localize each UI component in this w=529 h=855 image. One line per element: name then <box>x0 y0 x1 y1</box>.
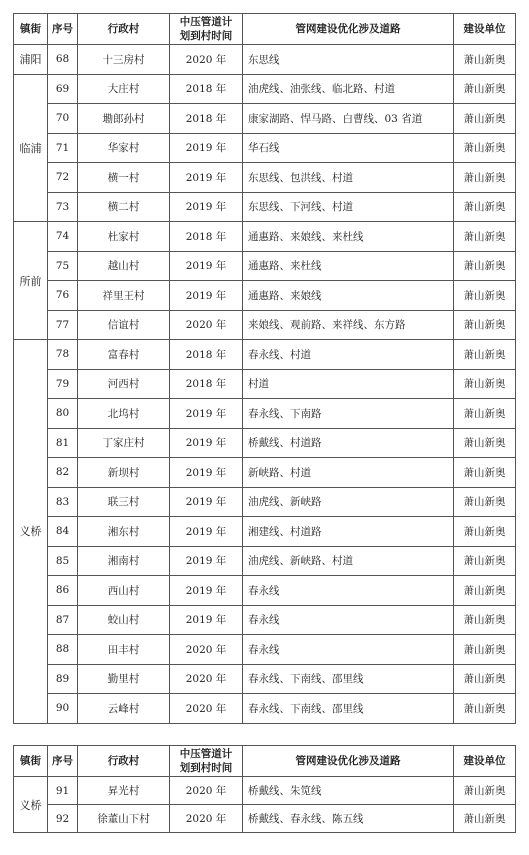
table-row <box>14 399 516 429</box>
table-header-row <box>14 14 516 45</box>
plan-year: 2020 年 <box>170 664 243 694</box>
construction-unit: 萧山新奥 <box>454 74 516 104</box>
header-no: 序号 <box>48 746 78 777</box>
village-name: 富春村 <box>78 340 170 370</box>
village-name: 北坞村 <box>78 399 170 429</box>
village-name: 联三村 <box>78 487 170 517</box>
road-list: 康家湖路、悍马路、白曹线、03 省道 <box>243 104 454 134</box>
table-row <box>14 369 516 399</box>
plan-year: 2020 年 <box>170 694 243 724</box>
road-list: 春永线、下南线、邵里线 <box>243 664 454 694</box>
table-row <box>14 310 516 340</box>
plan-year: 2020 年 <box>170 45 243 75</box>
road-list: 桥戴线、春永线、陈五线 <box>243 805 454 833</box>
construction-unit: 萧山新奥 <box>454 428 516 458</box>
road-list: 春永线、下南路 <box>243 399 454 429</box>
row-number: 85 <box>48 546 78 576</box>
header-no: 序号 <box>48 14 78 45</box>
village-name: 西山村 <box>78 576 170 606</box>
village-name: 祥里王村 <box>78 281 170 311</box>
village-name: 杜家村 <box>78 222 170 252</box>
header-roads: 管网建设优化涉及道路 <box>243 14 454 45</box>
road-list: 东思线 <box>243 45 454 75</box>
table-row <box>14 74 516 104</box>
village-name: 信谊村 <box>78 310 170 340</box>
road-list: 通惠路、来娘线、来杜线 <box>243 222 454 252</box>
table-row <box>14 45 516 75</box>
construction-unit: 萧山新奥 <box>454 45 516 75</box>
table-row <box>14 664 516 694</box>
village-name: 湘东村 <box>78 517 170 547</box>
row-number: 78 <box>48 340 78 370</box>
construction-unit: 萧山新奥 <box>454 281 516 311</box>
plan-year: 2019 年 <box>170 133 243 163</box>
header-roads: 管网建设优化涉及道路 <box>243 746 454 777</box>
town-cell: 所前 <box>14 222 48 340</box>
road-list: 春永线、村道 <box>243 340 454 370</box>
row-number: 77 <box>48 310 78 340</box>
header-unit: 建设单位 <box>454 14 516 45</box>
row-number: 88 <box>48 635 78 665</box>
table-row <box>14 340 516 370</box>
row-number: 70 <box>48 104 78 134</box>
table-row <box>14 576 516 606</box>
village-name: 田丰村 <box>78 635 170 665</box>
row-number: 87 <box>48 605 78 635</box>
road-list: 春永线 <box>243 605 454 635</box>
road-list: 春永线、下南线、邵里线 <box>243 694 454 724</box>
construction-unit: 萧山新奥 <box>454 546 516 576</box>
village-name: 十三房村 <box>78 45 170 75</box>
table-row <box>14 694 516 724</box>
table-row <box>14 517 516 547</box>
row-number: 80 <box>48 399 78 429</box>
construction-unit: 萧山新奥 <box>454 133 516 163</box>
plan-year: 2019 年 <box>170 428 243 458</box>
village-name: 横二村 <box>78 192 170 222</box>
plan-year: 2019 年 <box>170 458 243 488</box>
table-row <box>14 163 516 193</box>
gas-pipeline-table-continued <box>13 745 516 833</box>
construction-unit: 萧山新奥 <box>454 340 516 370</box>
plan-year: 2020 年 <box>170 805 243 833</box>
row-number: 82 <box>48 458 78 488</box>
table-row <box>14 546 516 576</box>
plan-year: 2019 年 <box>170 192 243 222</box>
table-row <box>14 281 516 311</box>
village-name: 华家村 <box>78 133 170 163</box>
road-list: 油虎线、新峡路 <box>243 487 454 517</box>
road-list: 通惠路、来杜线 <box>243 251 454 281</box>
table-row <box>14 805 516 833</box>
town-cell: 义桥 <box>14 340 48 724</box>
village-name: 河西村 <box>78 369 170 399</box>
plan-year: 2018 年 <box>170 222 243 252</box>
village-name: 湘南村 <box>78 546 170 576</box>
header-town: 镇街 <box>14 746 48 777</box>
road-list: 春永线 <box>243 635 454 665</box>
gas-pipeline-table <box>13 13 516 724</box>
road-list: 油虎线、油张线、临北路、村道 <box>243 74 454 104</box>
plan-year: 2020 年 <box>170 777 243 805</box>
construction-unit: 萧山新奥 <box>454 369 516 399</box>
construction-unit: 萧山新奥 <box>454 104 516 134</box>
road-list: 湘建线、村道路 <box>243 517 454 547</box>
construction-unit: 萧山新奥 <box>454 805 516 833</box>
row-number: 73 <box>48 192 78 222</box>
village-name: 越山村 <box>78 251 170 281</box>
table-row <box>14 251 516 281</box>
village-name: 徐董山下村 <box>78 805 170 833</box>
header-unit: 建设单位 <box>454 746 516 777</box>
construction-unit: 萧山新奥 <box>454 605 516 635</box>
row-number: 71 <box>48 133 78 163</box>
plan-year: 2018 年 <box>170 369 243 399</box>
road-list: 通惠路、来娘线 <box>243 281 454 311</box>
row-number: 76 <box>48 281 78 311</box>
table-row <box>14 487 516 517</box>
road-list: 桥戴线、朱笕线 <box>243 777 454 805</box>
village-name: 新坝村 <box>78 458 170 488</box>
construction-unit: 萧山新奥 <box>454 310 516 340</box>
row-number: 92 <box>48 805 78 833</box>
village-name: 丁家庄村 <box>78 428 170 458</box>
row-number: 72 <box>48 163 78 193</box>
row-number: 86 <box>48 576 78 606</box>
construction-unit: 萧山新奥 <box>454 192 516 222</box>
construction-unit: 萧山新奥 <box>454 517 516 547</box>
construction-unit: 萧山新奥 <box>454 399 516 429</box>
header-plan-line2: 划到村时间 <box>179 762 233 774</box>
header-plan-line2: 划到村时间 <box>179 30 233 42</box>
header-plan-line1: 中压管道计 <box>179 16 233 28</box>
plan-year: 2019 年 <box>170 605 243 635</box>
row-number: 89 <box>48 664 78 694</box>
construction-unit: 萧山新奥 <box>454 777 516 805</box>
road-list: 春永线 <box>243 576 454 606</box>
village-name: 大庄村 <box>78 74 170 104</box>
header-plan-time <box>170 746 243 777</box>
plan-year: 2019 年 <box>170 517 243 547</box>
header-town: 镇街 <box>14 14 48 45</box>
road-list: 来娘线、观前路、来祥线、东方路 <box>243 310 454 340</box>
row-number: 74 <box>48 222 78 252</box>
table-row <box>14 428 516 458</box>
village-name: 墈郎孙村 <box>78 104 170 134</box>
village-name: 昇光村 <box>78 777 170 805</box>
town-cell: 浦阳 <box>14 45 48 75</box>
row-number: 79 <box>48 369 78 399</box>
construction-unit: 萧山新奥 <box>454 458 516 488</box>
plan-year: 2019 年 <box>170 251 243 281</box>
plan-year: 2019 年 <box>170 487 243 517</box>
construction-unit: 萧山新奥 <box>454 487 516 517</box>
row-number: 91 <box>48 777 78 805</box>
construction-unit: 萧山新奥 <box>454 163 516 193</box>
table-row <box>14 104 516 134</box>
road-list: 桥戴线、村道路 <box>243 428 454 458</box>
table-row <box>14 222 516 252</box>
row-number: 81 <box>48 428 78 458</box>
plan-year: 2018 年 <box>170 74 243 104</box>
plan-year: 2018 年 <box>170 104 243 134</box>
row-number: 69 <box>48 74 78 104</box>
plan-year: 2018 年 <box>170 340 243 370</box>
table-row <box>14 458 516 488</box>
village-name: 横一村 <box>78 163 170 193</box>
table-row <box>14 133 516 163</box>
plan-year: 2019 年 <box>170 399 243 429</box>
village-name: 勤里村 <box>78 664 170 694</box>
plan-year: 2019 年 <box>170 546 243 576</box>
road-list: 东思线、下河线、村道 <box>243 192 454 222</box>
header-village: 行政村 <box>78 14 170 45</box>
village-name: 蛟山村 <box>78 605 170 635</box>
road-list: 村道 <box>243 369 454 399</box>
town-cell: 临浦 <box>14 74 48 222</box>
road-list: 华石线 <box>243 133 454 163</box>
plan-year: 2020 年 <box>170 310 243 340</box>
road-list: 新峡路、村道 <box>243 458 454 488</box>
plan-year: 2019 年 <box>170 576 243 606</box>
construction-unit: 萧山新奥 <box>454 694 516 724</box>
row-number: 68 <box>48 45 78 75</box>
table-row <box>14 777 516 805</box>
row-number: 83 <box>48 487 78 517</box>
construction-unit: 萧山新奥 <box>454 251 516 281</box>
construction-unit: 萧山新奥 <box>454 635 516 665</box>
header-plan-time <box>170 14 243 45</box>
plan-year: 2020 年 <box>170 635 243 665</box>
construction-unit: 萧山新奥 <box>454 222 516 252</box>
table-row <box>14 635 516 665</box>
road-list: 油虎线、新峡路、村道 <box>243 546 454 576</box>
plan-year: 2019 年 <box>170 163 243 193</box>
village-name: 云峰村 <box>78 694 170 724</box>
table-header-row <box>14 746 516 777</box>
table-row <box>14 605 516 635</box>
town-cell: 义桥 <box>14 777 48 833</box>
construction-unit: 萧山新奥 <box>454 664 516 694</box>
row-number: 90 <box>48 694 78 724</box>
row-number: 84 <box>48 517 78 547</box>
header-village: 行政村 <box>78 746 170 777</box>
road-list: 东思线、包洪线、村道 <box>243 163 454 193</box>
row-number: 75 <box>48 251 78 281</box>
construction-unit: 萧山新奥 <box>454 576 516 606</box>
header-plan-line1: 中压管道计 <box>179 748 233 760</box>
table-row <box>14 192 516 222</box>
plan-year: 2019 年 <box>170 281 243 311</box>
